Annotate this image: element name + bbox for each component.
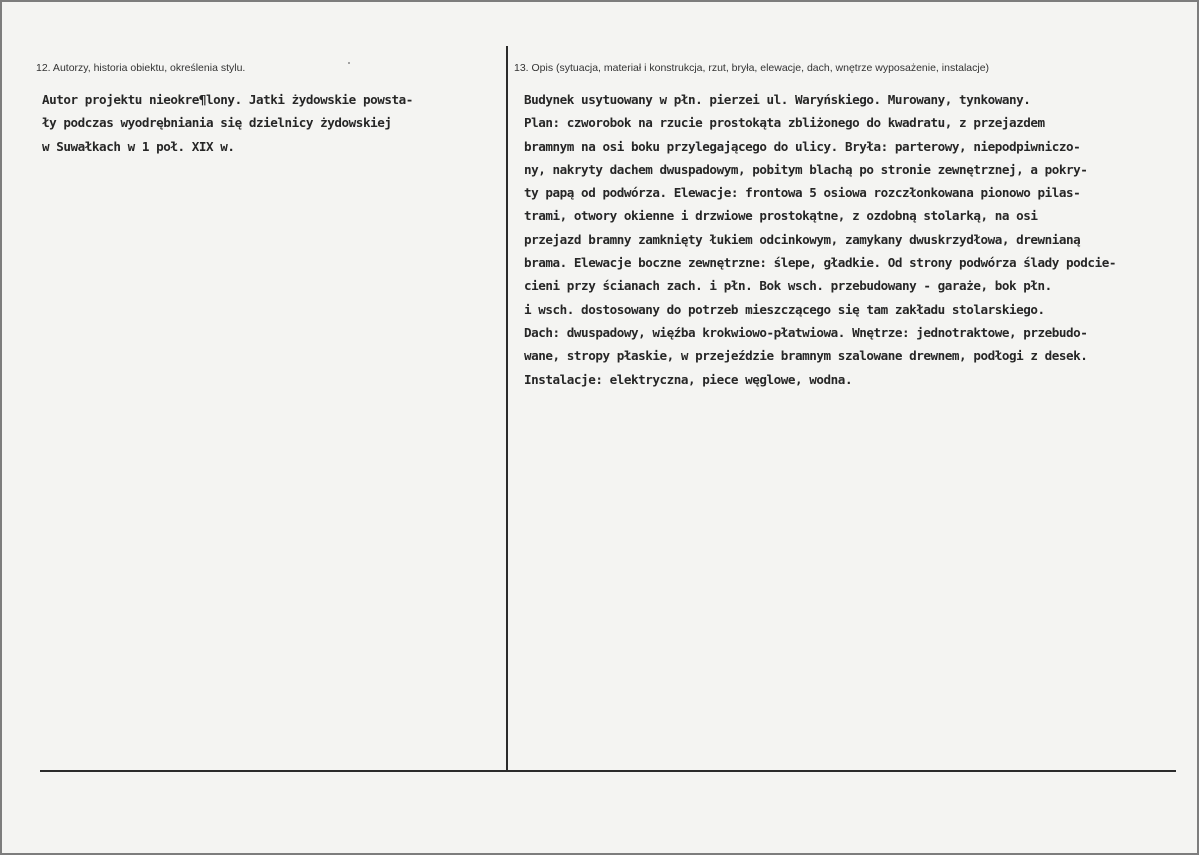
paper-speck [348,62,350,64]
text-line: ły podczas wyodrębniania się dzielnicy żydowskiej [42,115,392,131]
text-line: Budynek usytuowany w płn. pierzei ul. Waryńskiego. Murowany, tynkowany. [524,92,1031,107]
text-line: wane, stropy płaskie, w przejeździe bramnym szalowane drewnem, podłogi z desek. [524,348,1088,364]
text-line: cieni przy ścianach zach. i płn. Bok wsch. przebudowany - garaże, bok płn. [524,278,1052,294]
text-line: Dach: dwuspadowy, więźba krokwiowo-płatwiowa. Wnętrze: jednotraktowe, przebudo- [524,324,1088,340]
text-line: i wsch. dostosowany do potrzeb mieszczącego się tam zakładu stolarskiego. [524,301,1045,317]
column-divider [506,46,508,770]
section-12-heading: 12. Autorzy, historia obiektu, określenia stylu. [36,62,246,74]
bottom-rule [40,770,1176,772]
text-line: ty papą od podwórza. Elewacje: frontowa 5 osiowa rozczłonkowana pionowo pilas- [524,185,1081,201]
text-line: przejazd bramny zamknięty łukiem odcinkowym, zamykany dwuskrzydłowa, drewnianą [524,231,1081,247]
section-12-text [42,88,413,158]
text-line: Autor projektu nieokre¶lony. Jatki żydowskie powsta- [42,92,413,107]
text-line: Plan: czworobok na rzucie prostokąta zbliżonego do kwadratu, z przejazdem [524,115,1045,131]
text-line: bramnym na osi boku przylegającego do ulicy. Bryła: parterowy, niepodpiwniczo- [524,138,1081,154]
text-line: w Suwałkach w 1 poł. XIX w. [42,138,235,154]
text-line: ny, nakryty dachem dwuspadowym, pobitym blachą po stronie zewnętrznej, a pokry- [524,161,1088,177]
section-13-heading: 13. Opis (sytuacja, materiał i konstrukcja, rzut, bryła, elewacje, dach, wnętrze wyposażenie, instalacje) [514,62,990,74]
text-line: brama. Elewacje boczne zewnętrzne: ślepe, gładkie. Od strony podwórza ślady podcie- [524,255,1116,271]
text-line: Instalacje: elektryczna, piece węglowe, wodna. [524,371,853,387]
text-line: trami, otwory okienne i drzwiowe prostokątne, z ozdobną stolarką, na osi [524,208,1038,224]
inventory-card [2,2,1197,853]
section-13-text [524,88,1116,391]
